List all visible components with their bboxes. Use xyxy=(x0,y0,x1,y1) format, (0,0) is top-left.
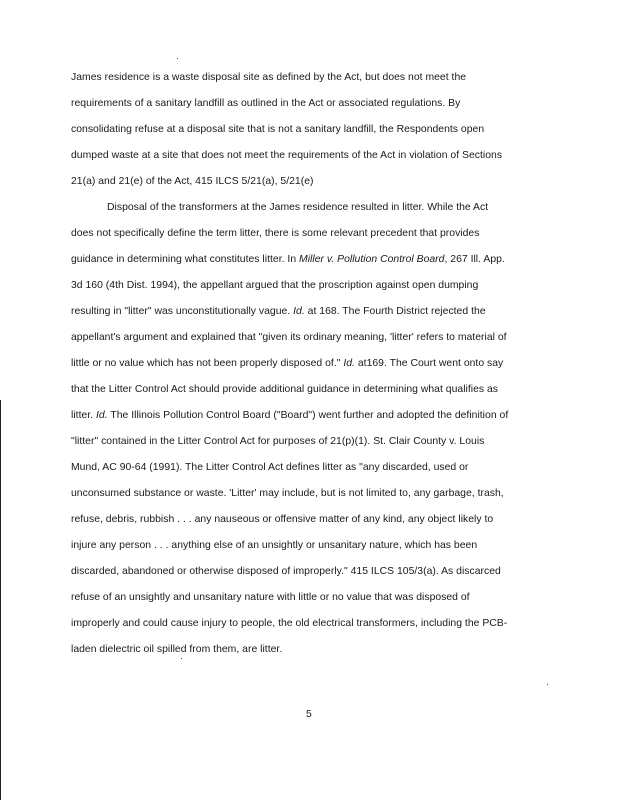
text-line: "litter" contained in the Litter Control Act for purposes of 21(p)(1). St. Clair County v. Louis xyxy=(71,436,485,447)
text-line: Disposal of the transformers at the James residence resulted in litter. While the Act xyxy=(107,202,489,213)
id-citation: Id. xyxy=(343,358,355,369)
text-run: guidance in determining what constitutes litter. In xyxy=(71,254,300,265)
text-run: little or no value which has not been properly disposed of." xyxy=(71,358,344,369)
id-citation: Id. xyxy=(96,410,108,421)
case-citation: Miller v. Pollution Control Board xyxy=(299,254,445,265)
text-line xyxy=(71,409,508,422)
text-line: laden dielectric oil spilled from them, are litter. xyxy=(71,644,283,655)
text-line: 3d 160 (4th Dist. 1994), the appellant argued that the proscription against open dumping xyxy=(71,280,479,291)
text-run: resulting in "litter" was unconstitutionally vague. xyxy=(71,306,294,317)
scan-edge-line xyxy=(0,400,1,800)
text-line xyxy=(71,253,505,266)
text-line: discarded, abandoned or otherwise disposed of improperly." 415 ILCS 105/3(a). As discarced xyxy=(71,566,501,577)
text-run: at169. The Court went onto say xyxy=(354,358,504,369)
text-line: dumped waste at a site that does not meet the requirements of the Act in violation of Sections xyxy=(71,150,503,161)
scan-speck xyxy=(181,658,182,659)
text-run: The Illinois Pollution Control Board ("Board") went further and adopted the definition of xyxy=(107,410,509,421)
id-citation: Id. xyxy=(293,306,305,317)
text-line: refuse of an unsightly and unsanitary nature with little or no value that was disposed of xyxy=(71,592,470,603)
text-run: litter. xyxy=(71,410,96,421)
text-run: , 267 Ill. App. xyxy=(444,254,505,265)
scan-speck xyxy=(177,58,178,59)
scan-speck xyxy=(547,684,548,685)
text-line: injure any person . . . anything else of an unsightly or unsanitary nature, which has been xyxy=(71,540,478,551)
text-line: improperly and could cause injury to people, the old electrical transformers, including the PCB- xyxy=(71,618,508,629)
text-line xyxy=(71,305,486,318)
text-line: unconsumed substance or waste. 'Litter' may include, but is not limited to, any garbage, trash, xyxy=(71,488,504,499)
text-line: requirements of a sanitary landfill as outlined in the Act or associated regulations. By xyxy=(71,98,461,109)
text-line xyxy=(71,357,503,370)
text-line: does not specifically define the term litter, there is some relevant precedent that provides xyxy=(71,228,480,239)
text-line: appellant's argument and explained that "given its ordinary meaning, 'litter' refers to material of xyxy=(71,332,507,343)
text-line: refuse, debris, rubbish . . . any nauseous or offensive matter of any kind, any object likely to xyxy=(71,514,494,525)
text-line: Mund, AC 90-64 (1991). The Litter Control Act defines litter as "any discarded, used or xyxy=(71,462,469,473)
text-line: 21(a) and 21(e) of the Act, 415 ILCS 5/21(a), 5/21(e) xyxy=(71,176,314,187)
text-line: consolidating refuse at a disposal site that is not a sanitary landfill, the Respondents open xyxy=(71,124,485,135)
text-line: that the Litter Control Act should provide additional guidance in determining what qualifies as xyxy=(71,384,499,395)
text-line: James residence is a waste disposal site as defined by the Act, but does not meet the xyxy=(71,72,467,83)
page-number: 5 xyxy=(306,709,312,720)
text-run: at 168. The Fourth District rejected the xyxy=(304,306,486,317)
